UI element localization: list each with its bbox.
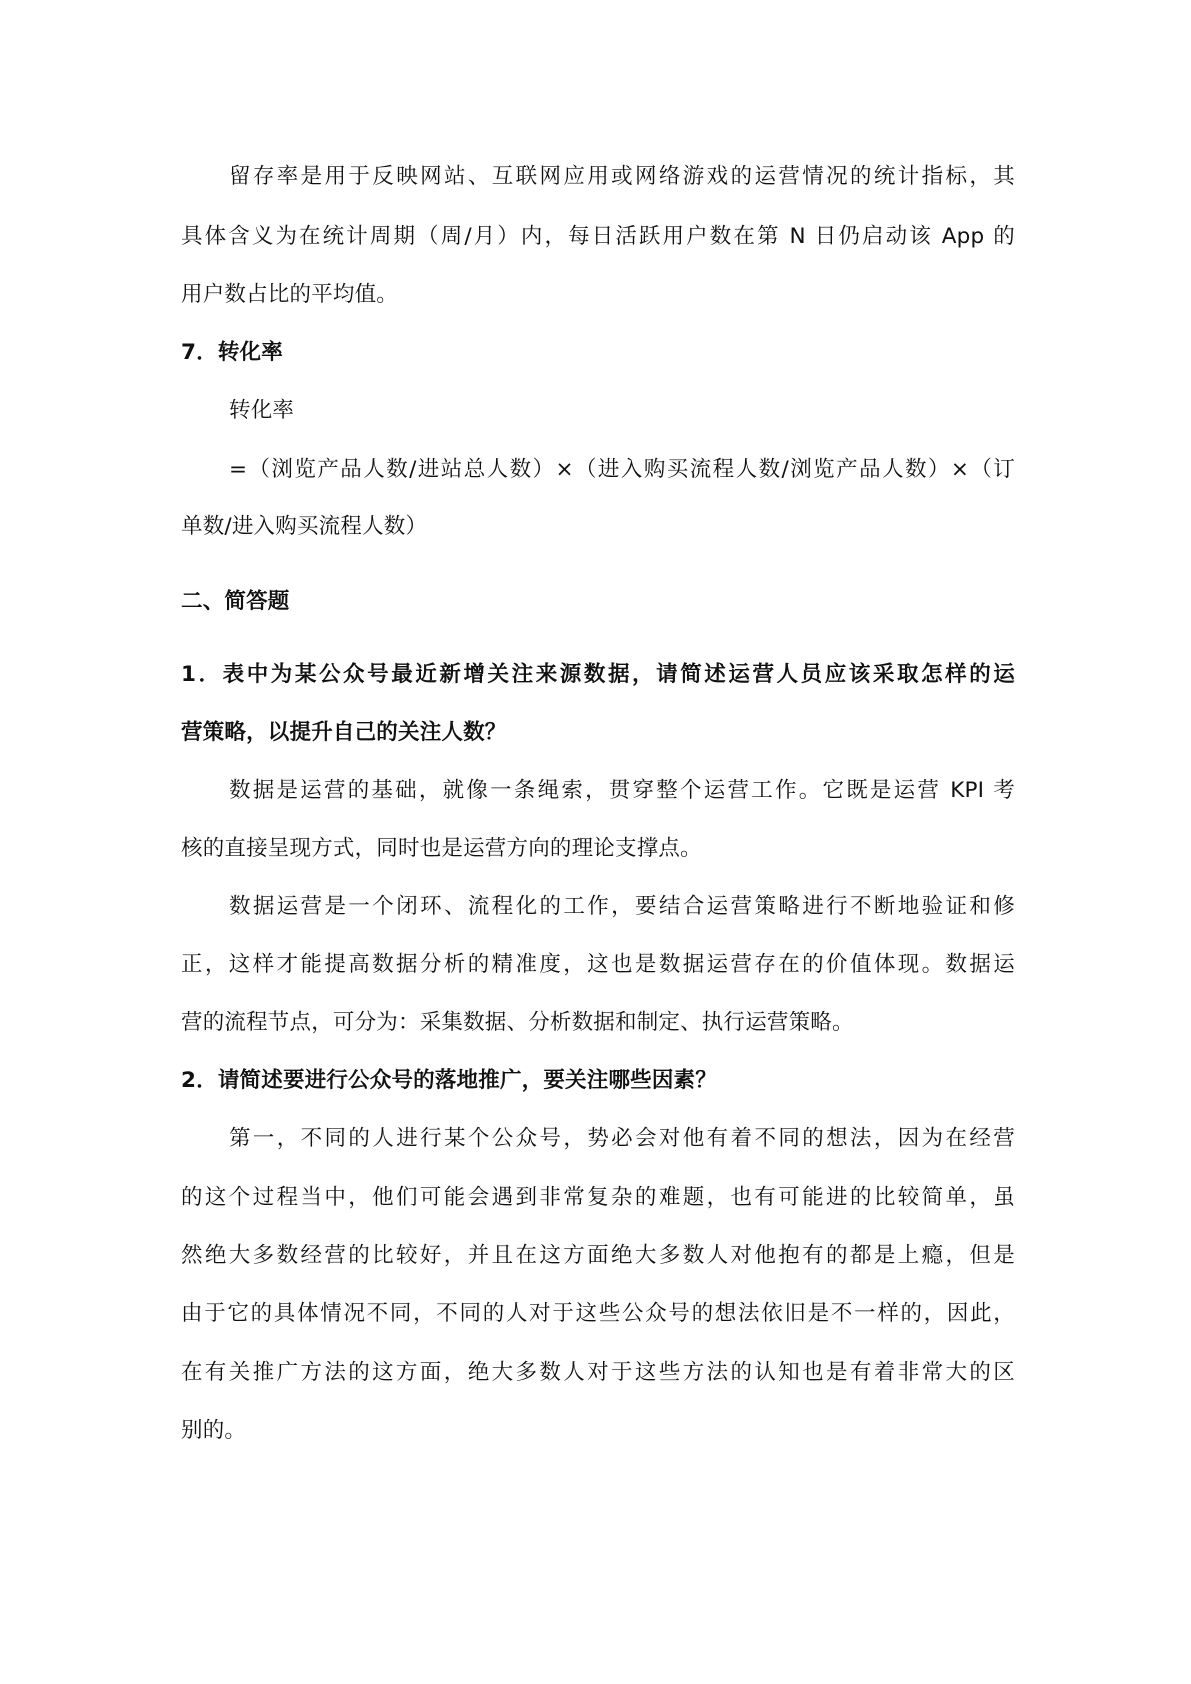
answer-1-para-2-line-1: 数据运营是一个闭环、流程化的工作，要结合运营策略进行不断地验证和修 [229, 894, 1015, 919]
answer-1-para-2-line-2: 正，这样才能提高数据分析的精准度，这也是数据运营存在的价值体现。数据运 [181, 952, 1015, 977]
answer-2-line-4: 由于它的具体情况不同，不同的人对于这些公众号的想法依旧是不一样的，因此， [181, 1301, 1015, 1326]
heading-conversion-rate: 7．转化率 [181, 340, 283, 365]
answer-2-line-3: 然绝大多数经营的比较好，并且在这方面绝大多数人对他抱有的都是上瘾，但是 [181, 1243, 1015, 1268]
formula-label: 转化率 [229, 398, 295, 423]
question-1-line-2: 营策略，以提升自己的关注人数？ [181, 720, 507, 745]
answer-1-para-1-line-1: 数据是运营的基础，就像一条绳索，贯穿整个运营工作。它既是运营 KPI 考 [229, 778, 1015, 803]
formula-line-2: 单数/进入购买流程人数） [181, 514, 428, 539]
answer-2-line-5: 在有关推广方法的这方面，绝大多数人对于这些方法的认知也是有着非常大的区 [181, 1360, 1015, 1385]
section-heading-short-answer: 二、简答题 [181, 589, 290, 614]
formula-line-1: =（浏览产品人数/进站总人数）×（进入购买流程人数/浏览产品人数）×（订 [229, 457, 1015, 482]
answer-1-para-2-line-3: 营的流程节点，可分为：采集数据、分析数据和制定、执行运营策略。 [181, 1010, 854, 1035]
answer-1-para-1-line-2: 核的直接呈现方式，同时也是运营方向的理论支撑点。 [181, 836, 702, 861]
question-2: 2．请简述要进行公众号的落地推广，要关注哪些因素？ [181, 1068, 717, 1093]
paragraph-retention-line-2: 具体含义为在统计周期（周/月）内，每日活跃用户数在第 N 日仍启动该 App 的 [181, 224, 1015, 249]
answer-2-line-6: 别的。 [181, 1418, 247, 1443]
paragraph-retention-line-3: 用户数占比的平均值。 [181, 282, 399, 307]
answer-2-line-2: 的这个过程当中，他们可能会遇到非常复杂的难题，也有可能进的比较简单，虽 [181, 1185, 1015, 1210]
answer-2-line-1: 第一，不同的人进行某个公众号，势必会对他有着不同的想法，因为在经营 [229, 1126, 1015, 1151]
paragraph-retention-line-1: 留存率是用于反映网站、互联网应用或网络游戏的运营情况的统计指标，其 [229, 164, 1015, 189]
question-1-line-1: 1．表中为某公众号最近新增关注来源数据，请简述运营人员应该采取怎样的运 [181, 662, 1015, 687]
